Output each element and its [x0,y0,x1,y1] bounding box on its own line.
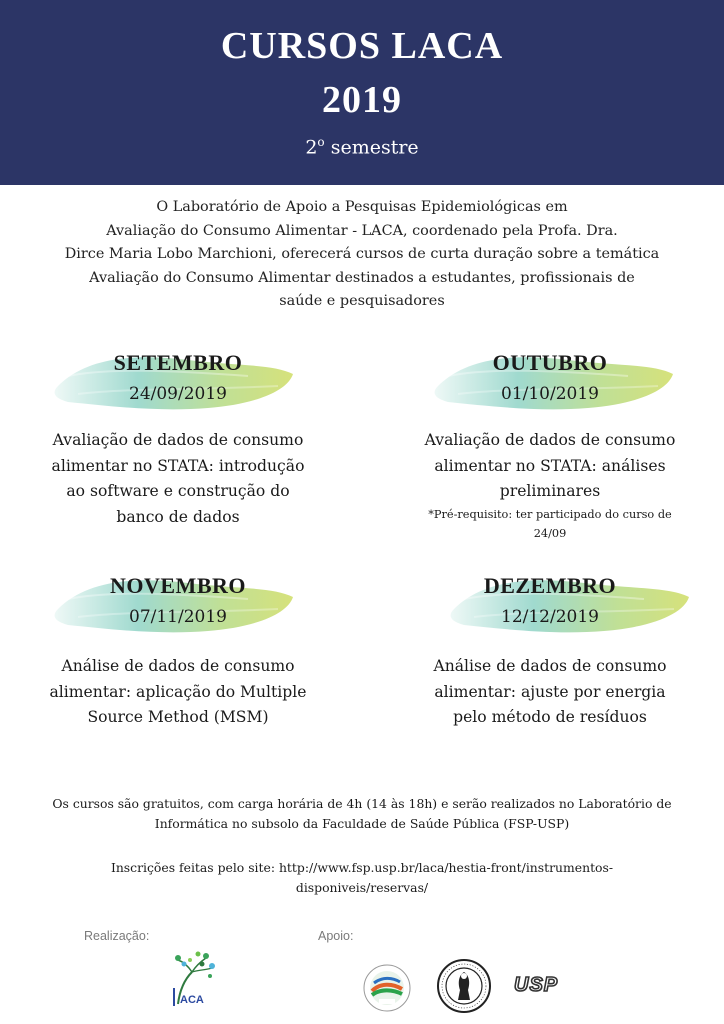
course-card-outubro [384,340,716,550]
description-line: ao software e construção do [66,482,290,500]
description-line: alimentar no STATA: introdução [51,456,305,475]
course-month: DEZEMBRO [483,573,617,598]
description-line: Avaliação de dados de consumo [424,431,676,449]
description-line: Análise de dados de consumo [61,657,295,675]
course-description [12,428,344,530]
course-date: 01/10/2019 [501,384,599,404]
description-line: alimentar no STATA: análises [434,456,666,475]
globe-emblem-icon [362,963,412,1013]
info-line: Os cursos são gratuitos, com carga horária de 4h (14 às 18h) e serão realizados no Laboratório de [52,796,672,811]
intro-line: Avaliação do Consumo Alimentar - LACA, coordenado pela Profa. Dra. [106,222,618,239]
semester-word: semestre [324,136,419,159]
course-card-dezembro [384,563,716,738]
header-banner [0,0,724,185]
course-date: 24/09/2019 [129,384,227,404]
intro-line: saúde e pesquisadores [279,293,445,309]
apoio-label: Apoio: [318,929,354,943]
title-line-2: 2019 [322,79,402,121]
course-info-text [20,794,704,834]
course-description [384,654,716,731]
supporter-logo-circular [362,963,412,1013]
course-card-setembro [12,340,344,540]
description-line: preliminares [499,482,601,500]
intro-line: Avaliação do Consumo Alimentar destinados a estudantes, profissionais de [89,269,635,286]
course-description [12,654,344,731]
intro-line: Dirce Maria Lobo Marchioni, oferecerá cursos de curta duração sobre a temática [64,246,660,262]
description-line: Avaliação de dados de consumo [52,431,304,449]
intro-paragraph [14,196,710,314]
registration-text [20,858,704,898]
note-line: 24/09 [533,527,567,540]
course-month: SETEMBRO [113,350,243,375]
title-line-1: CURSOS LACA [220,25,504,67]
semester-number: 2 [305,136,318,159]
info-line: Informática no subsolo da Faculdade de Saúde Pública (FSP-USP) [154,816,570,831]
supporter-logo-seal [436,958,492,1014]
university-seal-icon [436,958,492,1014]
realizacao-label: Realização: [84,929,150,943]
description-line: banco de dados [116,507,240,526]
description-line: alimentar: ajuste por energia [434,682,666,701]
course-month: NOVEMBRO [110,573,246,598]
laca-logo [168,948,218,1010]
description-line: alimentar: aplicação do Multiple [49,682,307,701]
prerequisite-note [384,505,716,543]
registration-line: Inscrições feitas pelo site: http://www.fsp.usp.br/laca/hestia-front/instrumentos- [110,860,614,875]
semester-superscript: o [317,135,325,149]
course-month: OUTUBRO [492,350,608,375]
description-line: pelo método de resíduos [453,708,647,726]
description-line: Source Method (MSM) [87,708,269,726]
note-line: *Pré-requisito: ter participado do curso de [428,508,672,521]
course-card-novembro [12,563,344,738]
usp-logo [514,974,560,996]
usp-logo-text: USP [514,974,559,996]
laca-logo-text: ACA [180,994,204,1006]
registration-line: disponiveis/reservas/ [295,880,429,895]
semester-label [0,135,724,158]
course-date: 12/12/2019 [501,607,599,627]
description-line: Análise de dados de consumo [433,657,667,675]
course-description [384,428,716,505]
intro-line: O Laboratório de Apoio a Pesquisas Epidemiológicas em [156,199,568,215]
course-date: 07/11/2019 [129,607,227,627]
